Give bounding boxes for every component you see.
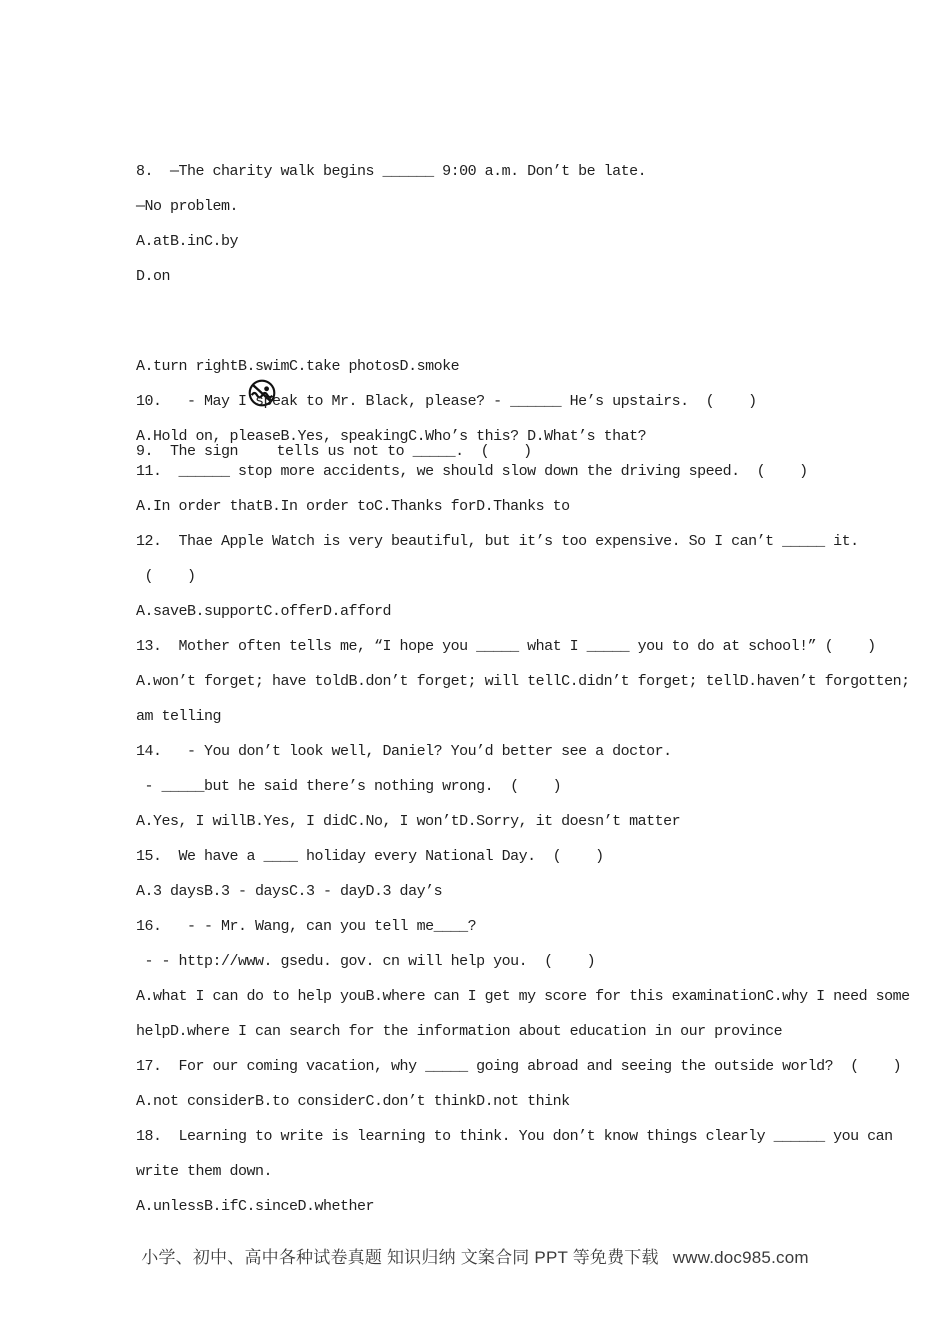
line-text: am telling	[136, 708, 222, 725]
line-text: A.3 daysB.3 - daysC.3 - dayD.3 day’s	[136, 883, 443, 900]
line-text: ( )	[136, 568, 196, 585]
line-text: D.on	[136, 268, 171, 285]
line-text: —No problem.	[136, 198, 239, 215]
line-text: A.unlessB.ifC.sinceD.whether	[136, 1198, 375, 1215]
footer-url: www.doc985.com	[672, 1248, 809, 1267]
exam-lines	[85, 119, 910, 1215]
line-text: A.turn rightB.swimC.take photosD.smoke	[136, 358, 460, 375]
line-text: A.atB.inC.by	[136, 233, 239, 250]
footer	[0, 1243, 950, 1268]
line-text: write them down.	[136, 1163, 273, 1180]
line-text: 12. Thae Apple Watch is very beautiful, but it’s too expensive. So I can’t _____ it.	[136, 533, 859, 550]
line-text: A.In order thatB.In order toC.Thanks forD.Thanks to	[136, 498, 570, 515]
line-text: - - http://www. gsedu. gov. cn will help you. ( )	[136, 953, 596, 970]
line-text: 14. - You don’t look well, Daniel? You’d better see a doctor.	[136, 743, 672, 760]
line-text: 11. ______ stop more accidents, we should slow down the driving speed. ( )	[136, 463, 808, 480]
line-text: A.what I can do to help youB.where can I get my score for this examinationC.why I need some	[136, 988, 910, 1005]
q12-options	[85, 559, 895, 620]
line-text: 17. For our coming vacation, why _____ going abroad and seeing the outside world? ( )	[136, 1058, 902, 1075]
line-text: 15. We have a ____ holiday every National Day. ( )	[136, 848, 604, 865]
line-text: A.Yes, I willB.Yes, I didC.No, I won’tD.Sorry, it doesn’t matter	[136, 813, 681, 830]
q8-text	[85, 119, 895, 180]
footer-text: 小学、初中、高中各种试卷真题 知识归纳 文案合同 PPT 等免费下载	[141, 1248, 659, 1267]
line-text-after: tells us not to _____. ( )	[276, 443, 532, 460]
line-text: - _____but he said there’s nothing wrong. ( )	[136, 778, 562, 795]
line-text: helpD.where I can search for the information about education in our province	[136, 1023, 783, 1040]
line-text: A.saveB.supportC.offerD.afford	[136, 603, 392, 620]
line-text: 8. —The charity walk begins ______ 9:00 a.m. Don’t be late.	[136, 163, 647, 180]
line-text: A.not considerB.to considerC.don’t thinkD.not think	[136, 1093, 570, 1110]
line-text: A.Hold on, pleaseB.Yes, speakingC.Who’s this? D.What’s that?	[136, 428, 647, 445]
line-text: 13. Mother often tells me, “I hope you _____ what I _____ you to do at school!” ( )	[136, 638, 876, 655]
line-text: 16. - - Mr. Wang, can you tell me____?	[136, 918, 477, 935]
line-text: 10. - May I speak to Mr. Black, please? - ______ He’s upstairs. ( )	[136, 393, 757, 410]
no-swimming-sign-icon	[247, 308, 277, 338]
line-text: 9. The sign	[136, 443, 247, 460]
line-text: A.won’t forget; have toldB.don’t forget; will tellC.didn’t forget; tellD.haven’t forgotten;	[136, 673, 910, 690]
line-text: 18. Learning to write is learning to think. You don’t know things clearly ______ you can	[136, 1128, 893, 1145]
